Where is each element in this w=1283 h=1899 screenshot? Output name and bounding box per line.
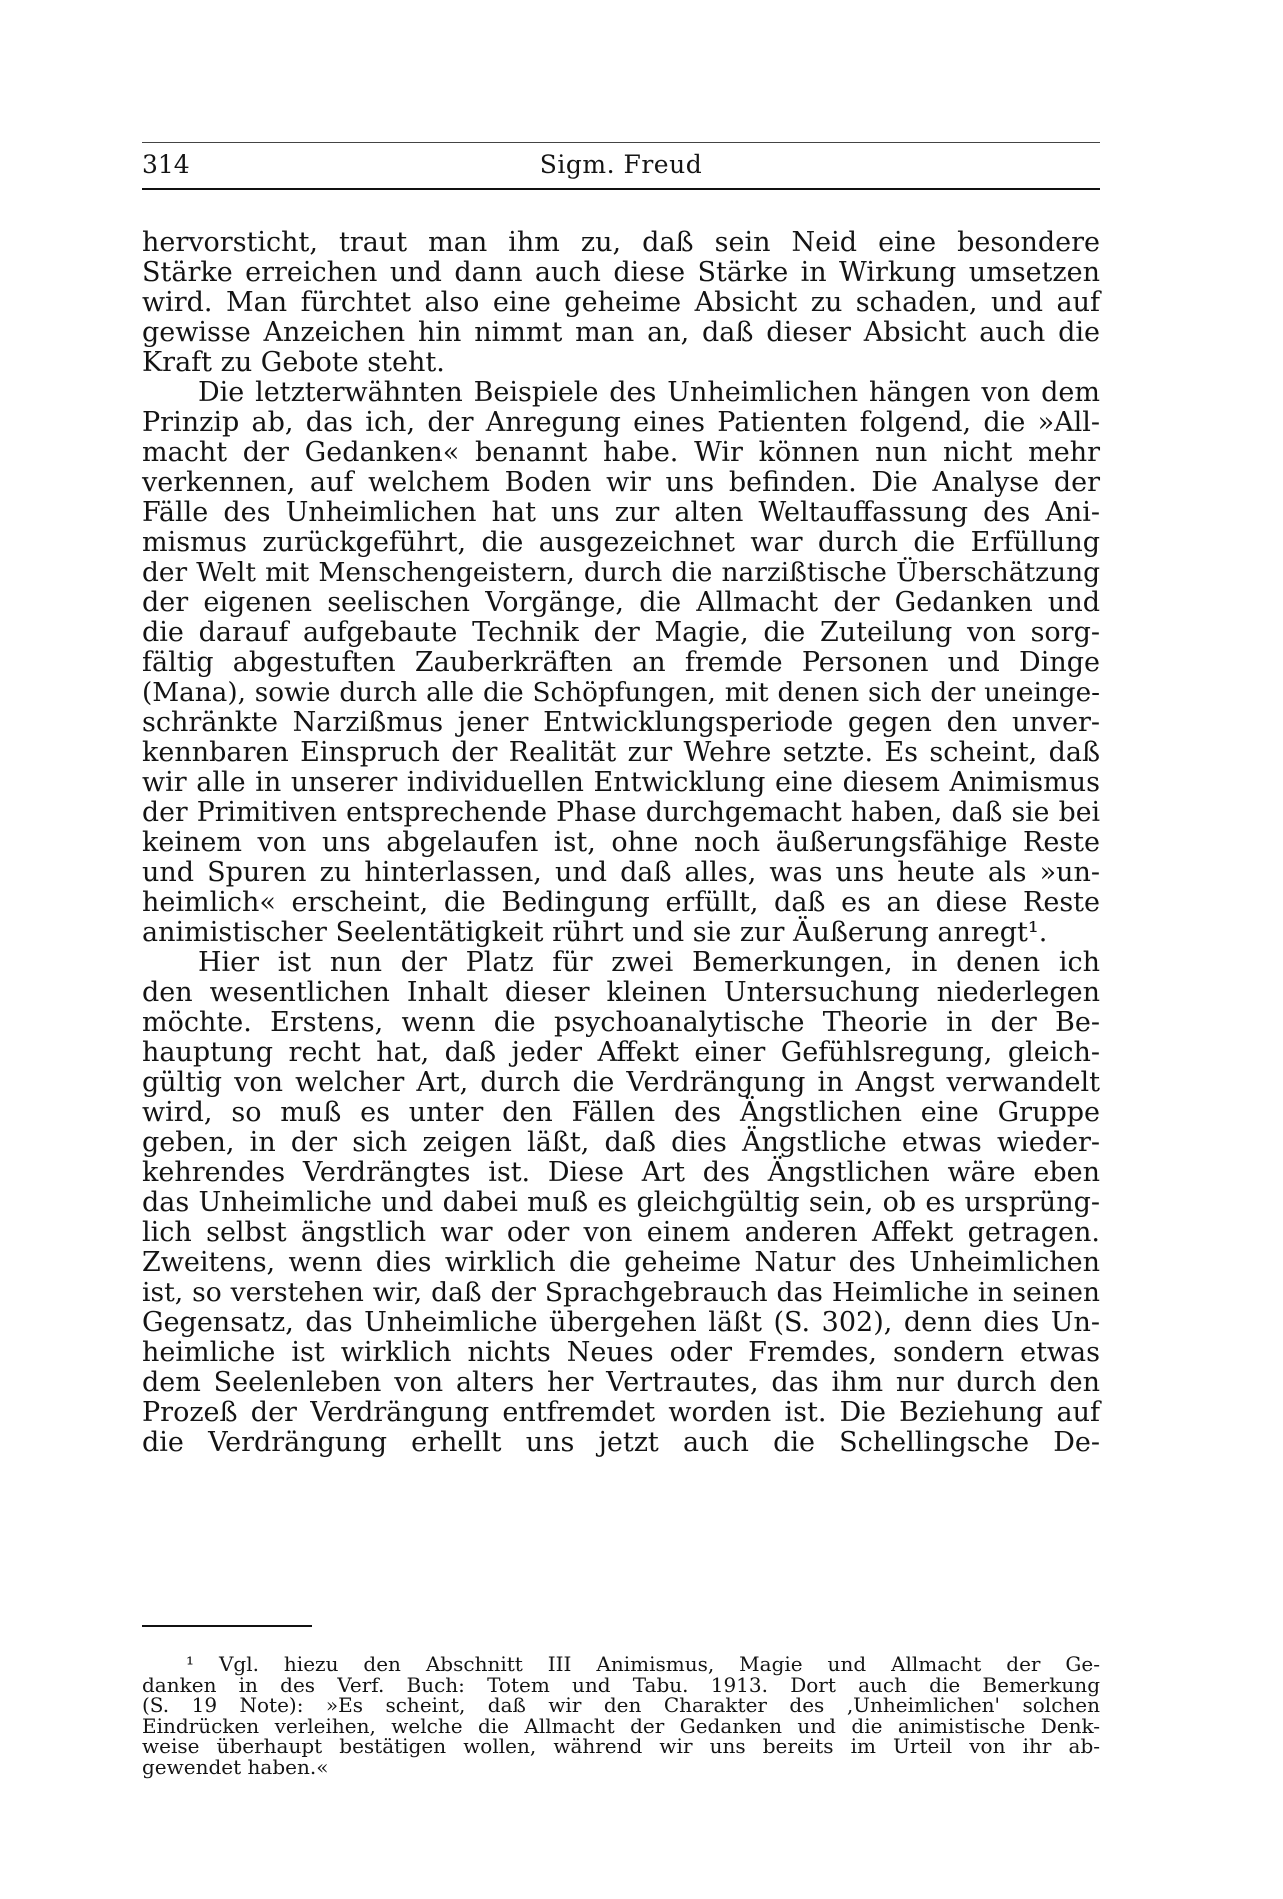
text-line: kehrendes Verdrängtes ist. Diese Art des Ängstlichen wäre eben [142, 1157, 1100, 1188]
text-line: Kraft zu Gebote steht. [142, 347, 445, 378]
text-line: das Unheimliche und dabei muß es gleichgültig sein, ob es ursprüng- [142, 1187, 1100, 1218]
text-line: Die letzterwähnten Beispiele des Unheimlichen hängen von dem [198, 377, 1100, 408]
footnote-line: (S. 19 Note): »Es scheint, daß wir den Charakter des ‚Unheimlichen' solchen [142, 1693, 1100, 1717]
text-line: kennbaren Einspruch der Realität zur Wehre setzte. Es scheint, daß [142, 737, 1100, 768]
text-line: und Spuren zu hinterlassen, und daß alles, was uns heute als »un- [142, 857, 1100, 888]
text-line: schränkte Narzißmus jener Entwicklungsperiode gegen den unver- [142, 707, 1100, 738]
footnote-line: ¹ Vgl. hiezu den Abschnitt III Animismus, Magie und Allmacht der Ge- [186, 1652, 1100, 1676]
footnote-line: gewendet haben.« [142, 1754, 329, 1779]
footnotes [142, 1654, 1100, 1777]
header-bottom-rule [142, 188, 1100, 190]
text-line: der eigenen seelischen Vorgänge, die Allmacht der Gedanken und [142, 587, 1100, 618]
text-line: Hier ist nun der Platz für zwei Bemerkungen, in denen ich [198, 947, 1100, 978]
text-line: den wesentlichen Inhalt dieser kleinen Untersuchung niederlegen [142, 977, 1100, 1008]
text-line: geben, in der sich zeigen läßt, daß dies Ängstliche etwas wieder- [142, 1127, 1100, 1158]
text-line: hervorsticht, traut man ihm zu, daß sein Neid eine besondere [142, 227, 1100, 258]
text-line: macht der Gedanken« benannt habe. Wir können nun nicht mehr [142, 437, 1100, 468]
text-line: animistischer Seelentätigkeit rührt und sie zur Äußerung anregt¹. [142, 917, 1048, 948]
text-line: verkennen, auf welchem Boden wir uns befinden. Die Analyse der [142, 467, 1100, 498]
footnote-rule [142, 1625, 312, 1627]
body-text [142, 228, 1100, 1458]
text-line: wir alle in unserer individuellen Entwicklung eine diesem Animismus [142, 767, 1100, 798]
text-line: (Mana), sowie durch alle die Schöpfungen, mit denen sich der uneinge- [142, 678, 1100, 708]
text-line: hauptung recht hat, daß jeder Affekt einer Gefühlsregung, gleich- [142, 1037, 1100, 1068]
text-line: dem Seelenleben von alters her Vertrautes, das ihm nur durch den [142, 1367, 1100, 1398]
text-line: Stärke erreichen und dann auch diese Stärke in Wirkung umsetzen [142, 257, 1100, 288]
text-line: keinem von uns abgelaufen ist, ohne noch äußerungsfähige Reste [142, 827, 1100, 858]
header-top-rule [142, 142, 1100, 143]
text-line: gewisse Anzeichen hin nimmt man an, daß dieser Absicht auch die [142, 317, 1100, 348]
text-line: Gegensatz, das Unheimliche übergehen läßt (S. 302), denn dies Un- [142, 1307, 1100, 1338]
page-header [142, 150, 1100, 180]
text-line: ist, so verstehen wir, daß der Sprachgebrauch das Heimliche in seinen [142, 1277, 1100, 1308]
text-line: wird. Man fürchtet also eine geheime Absicht zu schaden, und auf [142, 287, 1100, 318]
text-line: der Welt mit Menschengeistern, durch die narzißtische Überschätzung [142, 557, 1100, 588]
text-line: die darauf aufgebaute Technik der Magie, die Zuteilung von sorg- [142, 617, 1100, 648]
text-line: fältig abgestuften Zauberkräften an fremde Personen und Dinge [142, 647, 1100, 678]
footnote-line: Eindrücken verleihen, welche die Allmacht der Gedanken und die animistische Denk- [142, 1713, 1100, 1738]
text-line: Zweitens, wenn dies wirklich die geheime Natur des Unheimlichen [142, 1247, 1100, 1278]
text-line: gültig von welcher Art, durch die Verdrängung in Angst verwandelt [142, 1067, 1100, 1098]
text-line: der Primitiven entsprechende Phase durchgemacht haben, daß sie bei [142, 797, 1100, 828]
text-line: heimlich« erscheint, die Bedingung erfüllt, daß es an diese Reste [142, 887, 1100, 918]
text-line: Fälle des Unheimlichen hat uns zur alten Weltauffassung des Ani- [142, 497, 1100, 528]
text-line: die Verdrängung erhellt uns jetzt auch die Schellingsche De- [142, 1427, 1100, 1458]
page-number: 314 [142, 150, 190, 179]
text-line: Prinzip ab, das ich, der Anregung eines Patienten folgend, die »All- [142, 407, 1100, 438]
text-line: wird, so muß es unter den Fällen des Ängstlichen eine Gruppe [142, 1097, 1100, 1128]
text-line: heimliche ist wirklich nichts Neues oder Fremdes, sondern etwas [142, 1337, 1100, 1368]
text-line: lich selbst ängstlich war oder von einem anderen Affekt getragen. [142, 1217, 1100, 1248]
text-line: möchte. Erstens, wenn die psychoanalytische Theorie in der Be- [142, 1007, 1100, 1038]
footnote-line: danken in des Verf. Buch: Totem und Tabu. 1913. Dort auch die Bemerkung [142, 1672, 1100, 1697]
text-line: Prozeß der Verdrängung entfremdet worden ist. Die Beziehung auf [142, 1397, 1100, 1428]
running-head: Sigm. Freud [539, 150, 703, 179]
footnote-line: weise überhaupt bestätigen wollen, während wir uns bereits im Urteil von ihr ab- [142, 1734, 1100, 1758]
text-line: mismus zurückgeführt, die ausgezeichnet war durch die Erfüllung [142, 527, 1100, 558]
